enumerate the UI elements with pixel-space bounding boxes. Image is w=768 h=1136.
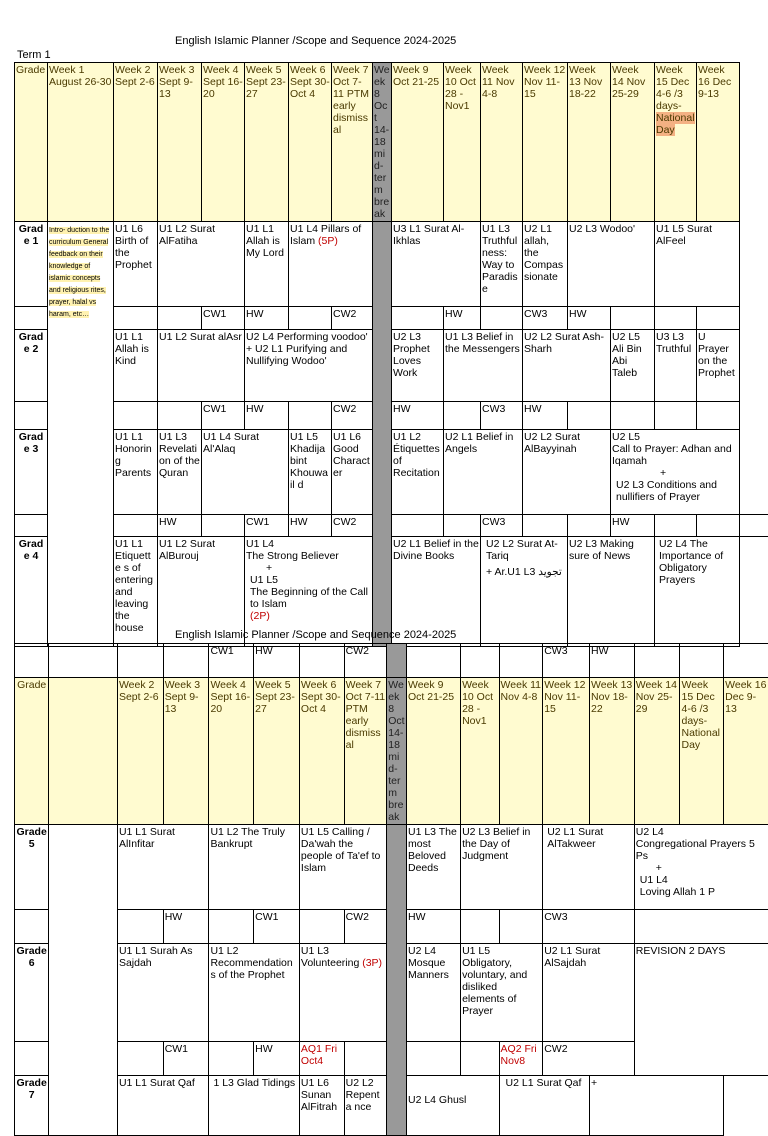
g2-cell: U Prayer on the Prophet: [697, 330, 740, 402]
grade-1-label: Grade 1: [15, 222, 48, 307]
g1-cell: U1 L2 Surat AlFatiha: [158, 222, 245, 307]
g4-cell: U2 L2 Surat At-Tariq + Ar.U1 L3 تجويد: [481, 537, 568, 647]
header-week-2: Week 2 Sept 2-6: [117, 678, 163, 825]
revision-cell: REVISION 2 DAYS: [634, 944, 768, 1076]
g3-cell: U1 L1 Honoring Parents: [114, 430, 158, 515]
g4-cell: U2 L4 The Importance of Obligatory Prayers: [655, 537, 740, 647]
g3-cell: U1 L4 Surat Al'Alaq: [202, 430, 289, 515]
g2-cell: U2 L2 Surat Ash-Sharh: [523, 330, 611, 402]
g6-cell: U2 L1 Surat AlSajdah: [543, 944, 635, 1042]
intro-cell: [48, 222, 114, 647]
g1-assessment: HW: [245, 307, 289, 330]
g4-cell: U1 L2 Surat AlBurouj: [158, 537, 245, 647]
header-week-15: Week 15 Dec 4-6 /3 days- National Day: [655, 63, 697, 222]
g7-cell: 1 L3 Glad Tidings: [209, 1076, 299, 1136]
g2-cell: U1 L1 Allah is Kind: [114, 330, 158, 402]
header-week-9: Week 9 Oct 21-25: [392, 63, 444, 222]
g1-assessment: HW: [568, 307, 611, 330]
header-grade: Grade: [15, 63, 48, 222]
header-week-7: Week 7 Oct 7-11 PTM early dismissal: [332, 63, 373, 222]
header-week-9: Week 9 Oct 21-25: [407, 678, 461, 825]
header-week-4: Week 4 Sept 16-20: [209, 678, 254, 825]
g6-assessment-aq2: AQ2 Fri Nov8: [499, 1042, 543, 1076]
g6-cell: U1 L1 Surah As Sajdah: [117, 944, 209, 1042]
g2-assessment: HW: [523, 402, 568, 430]
header-week-3: Week 3 Sept 9-13: [158, 63, 202, 222]
header-week-14: Week 14 Nov 25-29: [634, 678, 680, 825]
g3-cell: U1 L5 Khadija bint Khouwail d: [289, 430, 332, 515]
g5-cell: U1 L3 The most Beloved Deeds: [407, 825, 461, 910]
g2-assessment: HW: [392, 402, 444, 430]
g2-cell: U1 L3 Belief in the Messengers: [444, 330, 523, 402]
header-week-11: Week 11 Nov 4-8: [499, 678, 543, 825]
g3-cell: U2 L2 Surat AlBayyinah: [523, 430, 611, 515]
g1-cell: U1 L4 Pillars of Islam (5P): [289, 222, 373, 307]
g6-assessment: CW2: [543, 1042, 635, 1076]
term-label: Term 1: [17, 49, 51, 61]
g5-cell: U1 L2 The Truly Bankrupt: [209, 825, 299, 910]
header-week-1-empty: [49, 678, 118, 825]
header-week-13: Week 13 Nov 18-22: [568, 63, 611, 222]
header-week-8: Week 8 Oct 14-18 mid-term break: [374, 64, 390, 220]
top-assessment: HW: [254, 644, 300, 678]
g3-cell: U2 L1 Belief in Angels: [444, 430, 523, 515]
g6-cell: U2 L4 Mosque Manners: [407, 944, 461, 1042]
g6-cell: U1 L5 Obligatory, voluntary, and disliked elements of Prayer: [461, 944, 543, 1042]
top-assessment: CW2: [344, 644, 387, 678]
header-week-15: Week 15 Dec 4-6 /3 days-National Day: [680, 678, 724, 825]
g7-cell: U1 L1 Surat Qaf: [117, 1076, 209, 1136]
g3-assessment: CW1: [245, 515, 289, 537]
g2-cell: U1 L2 Surat alAsr: [158, 330, 245, 402]
g2-cell: U3 L3 Truthful: [655, 330, 697, 402]
grade-5-label: Grade 5: [15, 825, 49, 910]
header-week-5: Week 5 Sept 23-27: [254, 678, 300, 825]
header-week-10: Week 10 Oct 28 - Nov1: [444, 63, 481, 222]
g4-cell: U2 L1 Belief in the Divine Books: [392, 537, 481, 647]
grade-2-label: Grade 2: [15, 330, 48, 402]
g1-assessment: CW3: [523, 307, 568, 330]
header-week-10: Week 10 Oct 28 - Nov1: [461, 678, 499, 825]
g6-cell: U1 L2 Recommendation s of the Prophet: [209, 944, 299, 1042]
header-week-6: Week 6 Sept 30-Oct 4: [299, 678, 344, 825]
g1-cell: U3 L1 Surat Al-Ikhlas: [392, 222, 481, 307]
grade-7-label: Grade 7: [15, 1076, 49, 1136]
g3-assessment: HW: [611, 515, 655, 537]
g3-cell: U1 L2 Étiquettes of Recitation: [392, 430, 444, 515]
header-week-7: Week 7 Oct 7-11 PTM early dismissal: [344, 678, 387, 825]
g6-assessment: HW: [254, 1042, 300, 1076]
g1-cell: U1 L6 Birth of the Prophet: [114, 222, 158, 307]
g6-cell: U1 L3 Volunteering (3P): [299, 944, 386, 1042]
g2-cell: U2 L5 Ali Bin Abi Taleb: [611, 330, 655, 402]
g4-cell: U1 L1 Etiquette s of entering and leaving the house: [114, 537, 158, 647]
top-assessment: CW1: [209, 644, 254, 678]
header-week-4: Week 4 Sept 16-20: [202, 63, 245, 222]
grade-6-label: Grade 6: [15, 944, 49, 1042]
top-assessment: CW3: [543, 644, 590, 678]
midterm-break-column: [373, 222, 392, 647]
g6-assessment: CW1: [163, 1042, 209, 1076]
g3-assessment: CW3: [481, 515, 523, 537]
g1-cell: U1 L5 Surat AlFeel: [655, 222, 740, 307]
header-grade: Grade: [15, 678, 49, 825]
g1-cell: U1 L1 Allah is My Lord: [245, 222, 289, 307]
g3-assessment: HW: [158, 515, 202, 537]
national-day-highlight: National Day: [656, 112, 695, 136]
header-week-5: Week 5 Sept 23-27: [245, 63, 289, 222]
header-week-1: Week 1 August 26-30: [48, 63, 114, 222]
header-week-11: Week 11 Nov 4-8: [481, 63, 523, 222]
g3-cell: U1 L6 Good Charact er: [332, 430, 373, 515]
header-week-16: Week 16 Dec 9-13: [724, 678, 768, 825]
g5-cell: U1 L5 Calling / Da'wah the people of Ta'ef to Islam: [299, 825, 386, 910]
g1-assessment: HW: [444, 307, 481, 330]
g2-assessment: CW3: [481, 402, 523, 430]
g7-cell: U2 L2 Repenta nce: [344, 1076, 387, 1136]
g5-assessment: HW: [163, 910, 209, 944]
header-week-13: Week 13 Nov 18-22: [590, 678, 635, 825]
page1-title: English Islamic Planner /Scope and Sequence 2024-2025: [175, 35, 457, 47]
g4-cell: U1 L4 The Strong Believer + U1 L5 The Beginning of the Call to Islam (2P): [245, 537, 373, 647]
g3-assessment: HW: [289, 515, 332, 537]
header-week-6: Week 6 Sept 30-Oct 4: [289, 63, 332, 222]
g2-cell: U2 L3 Prophet Loves Work: [392, 330, 444, 402]
g5-assessment: CW3: [543, 910, 635, 944]
g6-assessment-aq1: AQ1 Fri Oct4: [299, 1042, 344, 1076]
g5-assessment: CW1: [254, 910, 300, 944]
header-week-8: Week 8 Oct 14-18 mid-term break: [388, 679, 405, 823]
header-week-12: Week 12 Nov 11-15: [523, 63, 568, 222]
g2-assessment: CW2: [332, 402, 373, 430]
grade-3-label: Grade 3: [15, 430, 48, 515]
intro-note: Intro- duction to the curriculum General feedback on their knowledge of islamic concepts and religious rites, prayer, halal vs haram, etc…: [49, 227, 110, 318]
g3-cell: U1 L3 Revelati on of the Quran: [158, 430, 202, 515]
g2-assessment: CW1: [202, 402, 245, 430]
grade-4-label: Grade 4: [15, 537, 48, 647]
g5-assessment: CW2: [344, 910, 387, 944]
g5-cell: U2 L4 Congregational Prayers 5 Ps + U1 L4 Loving Allah 1 P: [634, 825, 768, 910]
midterm-break-column: [387, 825, 407, 1136]
header-week-14: Week 14 Nov 25-29: [611, 63, 655, 222]
planner-table-1: [14, 62, 768, 647]
header-week-16: Week 16 Dec 9-13: [697, 63, 740, 222]
g1-cell: U1 L3 Truthful ness: Way to Paradis e: [481, 222, 523, 307]
g1-assessment: CW1: [202, 307, 245, 330]
g1-assessment: CW2: [332, 307, 373, 330]
week1-blank-column: [49, 825, 118, 1136]
g1-assess-blank: [15, 307, 48, 330]
g5-cell: U2 L3 Belief in the Day of Judgment: [461, 825, 543, 910]
g5-assessment: HW: [407, 910, 461, 944]
g7-cell: U2 L1 Surat Qaf: [499, 1076, 589, 1136]
g3-assessment: CW2: [332, 515, 373, 537]
g2-cell: U2 L4 Performing voodoo' + U2 L1 Purifying and Nullifying Wodoo': [245, 330, 373, 402]
g5-cell: U2 L1 Surat AlTakweer: [543, 825, 635, 910]
header-week-3: Week 3 Sept 9-13: [163, 678, 209, 825]
header-week-12: Week 12 Nov 11-15: [543, 678, 590, 825]
page2-title: English Islamic Planner /Scope and Sequence 2024-2025: [175, 629, 457, 641]
g7-plus-cell: +: [590, 1076, 724, 1136]
g7-cell: U1 L6 Sunan AlFitrah: [299, 1076, 344, 1136]
g1-cell: U2 L1 allah, the Compas sionate: [523, 222, 568, 307]
g7-cell: U2 L4 Ghusl: [407, 1076, 500, 1136]
g1-cell: U2 L3 Wodoo': [568, 222, 655, 307]
g5-cell: U1 L1 Surat AlInfitar: [117, 825, 209, 910]
g4-cell: U2 L3 Making sure of News: [568, 537, 655, 647]
header-week-2: Week 2 Sept 2-6: [114, 63, 158, 222]
top-assessment: HW: [590, 644, 635, 678]
g3-cell: U2 L5 Call to Prayer: Adhan and Iqamah + U2 L3 Conditions and nullifiers of Prayer: [611, 430, 740, 515]
planner-table-2: [14, 643, 768, 1136]
g2-assessment: HW: [245, 402, 289, 430]
